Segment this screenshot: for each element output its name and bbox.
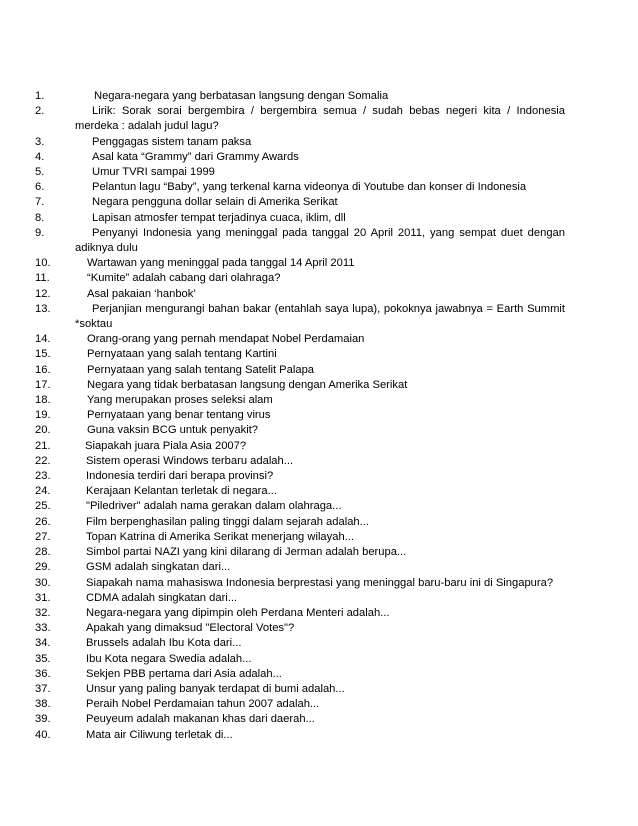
item-number: 10. (35, 257, 51, 270)
item-text: Peuyeum adalah makanan khas dari daerah... (86, 713, 315, 726)
item-text: Simbol partai NAZI yang kini dilarang di Jerman adalah berupa... (86, 546, 407, 559)
list-item (35, 135, 565, 150)
list-item (35, 636, 565, 651)
item-text: Lapisan atmosfer tempat terjadinya cuaca, iklim, dll (92, 211, 346, 224)
list-item (35, 195, 565, 210)
item-text: Peraih Nobel Perdamaian tahun 2007 adalah... (86, 698, 320, 711)
item-number: 15. (35, 348, 51, 361)
item-text: Penyanyi Indonesia yang meninggal pada tanggal 20 April 2011, yang sempat duet dengan adiknya dulu (75, 226, 565, 255)
list-item (35, 393, 565, 408)
item-number: 36. (35, 667, 51, 680)
item-number: 3. (35, 135, 45, 148)
list-item (35, 667, 565, 682)
list-item (35, 515, 565, 530)
item-text: Siapakah juara Piala Asia 2007? (85, 439, 247, 452)
item-number: 33. (35, 622, 51, 635)
item-number: 32. (35, 606, 51, 619)
item-number: 27. (35, 530, 51, 543)
item-text: “Kumite” adalah cabang dari olahraga? (87, 272, 281, 285)
item-text: Unsur yang paling banyak terdapat di bumi adalah... (86, 682, 345, 695)
item-text: Asal pakaian ‘hanbok’ (87, 287, 196, 300)
item-text: Topan Katrina di Amerika Serikat menerjang wilayah... (86, 530, 355, 543)
item-text: Indonesia terdiri dari berapa provinsi? (86, 470, 274, 483)
item-text: Guna vaksin BCG untuk penyakit? (87, 424, 259, 437)
item-text: Wartawan yang meninggal pada tanggal 14 April 2011 (87, 257, 355, 270)
item-number: 18. (35, 394, 51, 407)
item-number: 12. (35, 287, 51, 300)
item-number: 19. (35, 409, 51, 422)
list-item (35, 652, 565, 667)
list-item (35, 256, 565, 271)
list-item (35, 560, 565, 575)
item-number: 1. (35, 90, 45, 102)
item-number: 26. (35, 515, 51, 528)
item-number: 16. (35, 363, 51, 376)
list-item (35, 499, 565, 514)
item-text: "Piledriver" adalah nama gerakan dalam olahraga... (86, 500, 342, 513)
item-number: 31. (35, 591, 51, 604)
item-text: Sekjen PBB pertama dari Asia adalah... (86, 667, 282, 680)
item-text: Perjanjian mengurangi bahan bakar (entahlah saya lupa), pokoknya jawabnya = Earth Summit *soktau (75, 302, 565, 331)
item-text: Brussels adalah Ibu Kota dari... (86, 637, 242, 650)
item-text: Film berpenghasilan paling tinggi dalam sejarah adalah... (86, 515, 369, 528)
item-number: 39. (35, 713, 51, 726)
item-number: 14. (35, 333, 51, 346)
item-number: 11. (35, 272, 50, 285)
item-text: Siapakah nama mahasiswa Indonesia berprestasi yang meninggal baru-baru ini di Singapura? (86, 576, 554, 589)
item-number: 40. (35, 728, 51, 741)
list-item (35, 484, 565, 499)
item-text: Lirik: Sorak sorai bergembira / bergembira semua / sudah bebas negeri kita / Indonesia merdeka : adalah judul lagu? (75, 105, 565, 133)
item-text: Pernyataan yang salah tentang Satelit Palapa (87, 363, 315, 376)
item-text: Negara-negara yang dipimpin oleh Perdana Menteri adalah... (86, 606, 390, 619)
list-item (35, 712, 565, 727)
item-number: 21. (35, 439, 51, 452)
list-item (35, 226, 565, 256)
item-number: 6. (35, 181, 45, 194)
question-list (35, 89, 565, 743)
list-item (35, 378, 565, 393)
item-text: Asal kata “Grammy” dari Grammy Awards (92, 150, 299, 163)
item-number: 30. (35, 576, 51, 589)
item-text: Apakah yang dimaksud "Electoral Votes"? (86, 622, 295, 635)
item-text: Pernyataan yang salah tentang Kartini (87, 348, 277, 361)
item-text: Sistem operasi Windows terbaru adalah... (86, 454, 294, 467)
list-item (35, 332, 565, 347)
item-number: 35. (35, 652, 51, 665)
item-number: 9. (35, 226, 45, 239)
item-text: GSM adalah singkatan dari... (86, 561, 231, 574)
item-text: Negara-negara yang berbatasan langsung dengan Somalia (94, 90, 389, 102)
item-number: 7. (35, 196, 45, 209)
list-item (35, 439, 565, 454)
list-item (35, 454, 565, 469)
item-text: Orang-orang yang pernah mendapat Nobel Perdamaian (87, 333, 365, 346)
item-number: 5. (35, 166, 45, 179)
list-item (35, 621, 565, 636)
list-item (35, 150, 565, 165)
item-number: 23. (35, 470, 51, 483)
list-item (35, 728, 565, 743)
item-number: 22. (35, 454, 51, 467)
item-number: 13. (35, 302, 51, 315)
item-number: 38. (35, 698, 51, 711)
list-item (35, 682, 565, 697)
item-text: Negara yang tidak berbatasan langsung dengan Amerika Serikat (87, 378, 408, 391)
list-item (35, 545, 565, 560)
item-number: 2. (35, 105, 45, 118)
list-item (35, 576, 565, 591)
list-item (35, 469, 565, 484)
item-text: Kerajaan Kelantan terletak di negara... (86, 485, 277, 498)
list-item (35, 408, 565, 423)
item-number: 29. (35, 561, 51, 574)
list-item (35, 423, 565, 438)
item-text: Penggagas sistem tanam paksa (92, 135, 252, 148)
item-number: 20. (35, 424, 51, 437)
item-text: Ibu Kota negara Swedia adalah... (86, 652, 252, 665)
item-number: 8. (35, 211, 45, 224)
list-item (35, 591, 565, 606)
item-number: 24. (35, 485, 51, 498)
item-number: 28. (35, 546, 51, 559)
list-item (35, 180, 565, 195)
item-number: 37. (35, 682, 51, 695)
item-text: Negara pengguna dollar selain di Amerika Serikat (92, 196, 338, 209)
item-text: Mata air Ciliwung terletak di... (86, 728, 233, 741)
item-text: Umur TVRI sampai 1999 (92, 166, 215, 179)
list-item (35, 697, 565, 712)
list-item (35, 165, 565, 180)
item-number: 4. (35, 150, 45, 163)
list-item (35, 104, 565, 134)
list-item (35, 606, 565, 621)
list-item (35, 271, 565, 286)
item-number: 34. (35, 637, 51, 650)
item-number: 25. (35, 500, 51, 513)
list-item (35, 287, 565, 302)
list-item (35, 211, 565, 226)
list-item (35, 347, 565, 362)
list-item (35, 302, 565, 332)
item-text: Pernyataan yang benar tentang virus (87, 409, 271, 422)
list-item (35, 89, 565, 104)
item-number: 17. (35, 378, 51, 391)
list-item (35, 530, 565, 545)
item-text: Yang merupakan proses seleksi alam (87, 394, 273, 407)
list-item (35, 363, 565, 378)
item-text: CDMA adalah singkatan dari... (86, 591, 238, 604)
item-text: Pelantun lagu “Baby”, yang terkenal karna videonya di Youtube dan konser di Indonesia (92, 181, 527, 194)
